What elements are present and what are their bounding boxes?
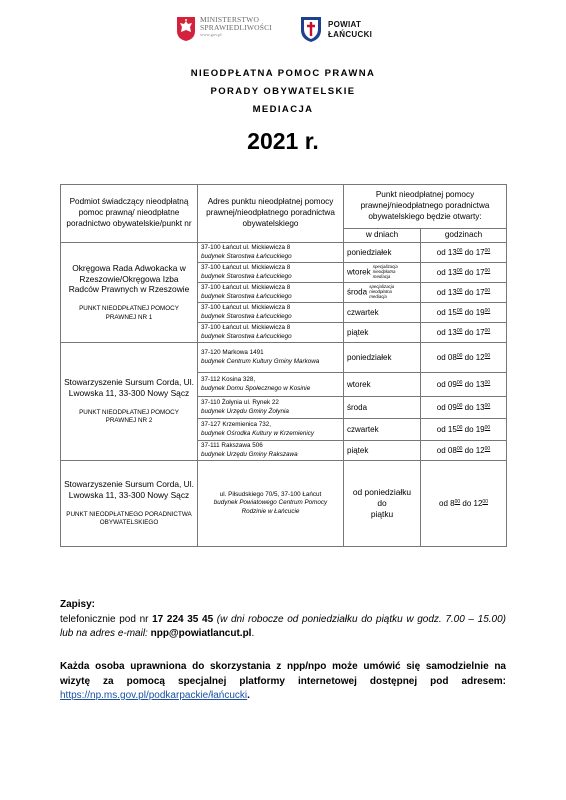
county-line2: ŁAŃCUCKI xyxy=(328,29,373,39)
address-building: budynek Domu Społecznego w Kosinie xyxy=(201,384,311,392)
hours-cell xyxy=(421,419,507,441)
registration-intro: telefonicznie pod nr xyxy=(60,613,153,625)
county-line1: POWIAT xyxy=(328,19,362,29)
address-cell xyxy=(198,461,344,547)
address-line: 37-100 Łańcut ul. Mickiewicza 8 xyxy=(201,304,291,312)
address-cell xyxy=(198,323,344,343)
day-range-sep: do xyxy=(377,498,387,509)
day-name: czwartek xyxy=(347,425,379,434)
provider-name: Stowarzyszenie Sursum Corda, Ul. Lwowska 11, 33-300 Nowy Sącz xyxy=(64,479,194,500)
registration-hours: (w dni robocze od poniedziałku do piątku w godz. 7.00 – 15.00) lub na adres e-mail: xyxy=(60,613,507,639)
hours-cell xyxy=(421,283,507,303)
hours-from-min: 00 xyxy=(456,248,463,254)
hours-to: do 19 xyxy=(462,425,485,434)
address-cell xyxy=(198,441,344,461)
hours-to-min: 00 xyxy=(484,446,491,452)
header-hours: godzinach xyxy=(421,229,507,243)
address-building: budynek Starostwa Łańcuckiego xyxy=(201,332,292,340)
ministry-text xyxy=(200,16,272,37)
day-cell xyxy=(344,323,421,343)
day-name: czwartek xyxy=(347,308,379,317)
hours-cell xyxy=(421,263,507,283)
day-range-to: piątku xyxy=(370,508,394,519)
day-range-from: od poniedziałku xyxy=(352,487,412,498)
registration-label: Zapisy: xyxy=(60,599,96,610)
hours-cell xyxy=(421,461,507,547)
table-row xyxy=(61,343,507,373)
hours-cell xyxy=(421,343,507,373)
address-building: budynek Centrum Kultury Gminy Markowa xyxy=(201,357,320,365)
year-title: 2021 r. xyxy=(247,128,319,154)
provider-name: Okręgowa Rada Adwokacka w Rzeszowie/Okręgowa Izba Radców Prawnych w Rzeszowie xyxy=(68,262,190,295)
registration-text xyxy=(60,613,506,642)
hours-cell xyxy=(421,373,507,397)
day-cell xyxy=(344,243,421,263)
day-cell xyxy=(344,343,421,373)
address-building: budynek Urzędu Gminy Rakszawa xyxy=(201,450,298,458)
hours-from-min: 00 xyxy=(456,353,463,359)
ministry-line1: MINISTERSTWO xyxy=(200,15,260,24)
hours-from-min: 00 xyxy=(456,446,463,452)
hours-from: od 13 xyxy=(436,248,457,257)
ministry-logo xyxy=(176,16,272,42)
provider-name: Stowarzyszenie Sursum Corda, Ul. Lwowska 11, 33-300 Nowy Sącz xyxy=(64,377,194,398)
address-cell xyxy=(198,373,344,397)
provider-cell xyxy=(61,461,198,547)
county-logo xyxy=(300,16,372,43)
hours-to: do 12 xyxy=(462,446,485,455)
day-cell xyxy=(344,283,421,303)
hours-from-min: 00 xyxy=(456,268,463,274)
specialization-note: specjalizacja nieodpłatna mediacja xyxy=(372,264,398,279)
address-line: 37-111 Rakszawa 506 xyxy=(201,442,263,450)
hours-to-min: 00 xyxy=(484,248,491,254)
hours-from: od 15 xyxy=(436,308,457,317)
day-cell xyxy=(344,263,421,283)
address-cell xyxy=(198,397,344,419)
address-line: 37-112 Kosina 328, xyxy=(201,376,256,384)
day-name: wtorek xyxy=(347,267,371,277)
hours-to-min: 00 xyxy=(482,499,488,505)
day-name: środa xyxy=(347,403,368,412)
hours-from-min: 00 xyxy=(456,288,463,294)
phone-number[interactable]: 17 224 35 45 xyxy=(152,613,214,625)
address-line: 37-100 Łańcut ul. Mickiewicza 8 xyxy=(201,324,291,332)
address-cell xyxy=(198,343,344,373)
hours-from-min: 00 xyxy=(456,380,463,386)
address-line: 37-100 Łańcut ul. Mickiewicza 8 xyxy=(201,264,291,272)
day-cell xyxy=(344,303,421,323)
hours-to-min: 00 xyxy=(484,380,491,386)
address-cell xyxy=(198,263,344,283)
hours-from-min: 00 xyxy=(456,328,463,334)
hours-cell xyxy=(421,441,507,461)
address-building: budynek Starostwa Łańcuckiego xyxy=(201,252,292,260)
hours-from: od 13 xyxy=(436,328,457,337)
hours-to-min: 00 xyxy=(484,353,491,359)
hours-from: od 09 xyxy=(436,403,457,412)
day-name: poniedziałek xyxy=(347,248,392,257)
address-line: 37-120 Markowa 1491 xyxy=(201,349,264,357)
hours-to-min: 00 xyxy=(484,288,491,294)
point-name: PUNKT NIEODPŁATNEJ POMOCY PRAWNEJ NR 2 xyxy=(79,408,179,425)
table-row xyxy=(61,243,507,263)
day-name: piątek xyxy=(347,446,369,455)
hours-to-min: 00 xyxy=(484,328,491,334)
heading-free-legal-aid: NIEODPŁATNA POMOC PRAWNA xyxy=(190,68,376,79)
hours-from: od 13 xyxy=(436,288,457,297)
address-cell xyxy=(198,419,344,441)
email-address[interactable]: npp@powiatlancut.pl xyxy=(150,628,252,639)
hours-from: od 08 xyxy=(436,353,457,362)
hours-to: do 13 xyxy=(462,380,485,389)
address-cell xyxy=(198,243,344,263)
table-row xyxy=(61,461,507,547)
specialization-note: specjalizacja nieodpłatna mediacja xyxy=(369,284,395,299)
heading-mediation: MEDIACJA xyxy=(252,104,314,115)
registration-end: . xyxy=(251,628,255,639)
day-name: piątek xyxy=(347,328,369,337)
header-opening: Punkt nieodpłatnej pomocy prawnej/nieodpłatnego poradnictwa obywatelskiego będzie otwarty: xyxy=(344,185,507,229)
hours-from: od 8 xyxy=(439,499,455,508)
provider-cell xyxy=(61,343,198,461)
point-name: PUNKT NIEODPŁATNEGO PORADNICTWA OBYWATELSKIEGO xyxy=(66,510,192,527)
hours-from-min: 00 xyxy=(456,425,463,431)
table-header-row xyxy=(61,185,507,229)
hours-cell xyxy=(421,303,507,323)
day-name: wtorek xyxy=(347,380,371,389)
address-line: 37-100 Łańcut ul. Mickiewicza 8 xyxy=(201,244,291,252)
hours-to-min: 00 xyxy=(484,308,491,314)
booking-platform-link[interactable]: https://np.ms.gov.pl/podkarpackie/łańcucki xyxy=(60,690,248,701)
day-cell xyxy=(344,461,421,547)
hours-to: do 19 xyxy=(462,308,485,317)
day-name: poniedziałek xyxy=(347,353,392,362)
hours-from-min: 00 xyxy=(456,308,463,314)
hours-to: do 12 xyxy=(460,499,483,508)
hours-to: do 17 xyxy=(462,268,485,277)
address-building: budynek Urzędu Gminy Żołynia xyxy=(201,407,289,415)
address-building: budynek Starostwa Łańcuckiego xyxy=(201,272,292,280)
polish-eagle-icon xyxy=(176,16,196,42)
header-address: Adres punktu nieodpłatnej pomocy prawnej/nieodpłatnego poradnictwa obywatelskiego xyxy=(198,185,344,243)
schedule-table xyxy=(60,184,507,547)
hours-to: do 17 xyxy=(462,328,485,337)
day-name: środa xyxy=(347,287,368,297)
hours-to: do 12 xyxy=(462,353,485,362)
day-cell xyxy=(344,441,421,461)
online-booking-text xyxy=(60,660,506,704)
hours-from: od 09 xyxy=(436,380,457,389)
county-crest-icon xyxy=(300,16,322,43)
hours-cell xyxy=(421,397,507,419)
hours-from: od 13 xyxy=(436,268,457,277)
address-cell xyxy=(198,283,344,303)
hours-from-min: 00 xyxy=(456,403,463,409)
address-building: budynek Powiatowego Centrum Pomocy Rodzinie w Łańcucie xyxy=(213,499,328,515)
address-line: 37-110 Żołynia ul. Rynek 22 xyxy=(201,399,279,407)
point-name: PUNKT NIEODPŁATNEJ POMOCY PRAWNEJ NR 1 xyxy=(79,305,179,321)
day-cell xyxy=(344,419,421,441)
address-line: 37-100 Łańcut ul. Mickiewicza 8 xyxy=(201,284,291,292)
day-cell xyxy=(344,373,421,397)
provider-cell xyxy=(61,243,198,343)
hours-to: do 17 xyxy=(462,248,485,257)
hours-to: do 13 xyxy=(462,403,485,412)
hours-to-min: 00 xyxy=(484,268,491,274)
hours-to-min: 00 xyxy=(484,403,491,409)
hours-to: do 17 xyxy=(462,288,485,297)
online-booking-intro: Każda osoba uprawniona do skorzystania z npp/npo może umówić się samodzielnie na wizytę za pomocą specjalnej platformy internetowej dostępnej pod adresem: xyxy=(60,661,506,687)
county-text xyxy=(328,20,372,40)
header-days: w dniach xyxy=(344,229,421,243)
hours-from: od 08 xyxy=(436,446,457,455)
address-cell xyxy=(198,303,344,323)
ministry-line3: www.gov.pl xyxy=(200,31,222,37)
address-building: budynek Ośrodka Kultury w Krzemienicy xyxy=(201,429,315,437)
hours-from: od 15 xyxy=(436,425,457,434)
header-provider: Podmiot świadczący nieodpłatną pomoc prawną/ nieodpłatne poradnictwo obywatelskie/punkt nr xyxy=(61,185,198,243)
hours-cell xyxy=(421,323,507,343)
address-building: budynek Starostwa Łańcuckiego xyxy=(201,312,292,320)
hours-cell xyxy=(421,243,507,263)
address-line: 37-127 Krzemienica 732, xyxy=(201,421,272,429)
address-line: ul. Piłsudskiego 70/5, 37-100 Łańcut xyxy=(219,491,322,499)
address-building: budynek Starostwa Łańcuckiego xyxy=(201,292,292,300)
ministry-line2: SPRAWIEDLIWOŚCI xyxy=(200,22,272,32)
heading-civic-advice: PORADY OBYWATELSKIE xyxy=(210,86,356,97)
online-booking-end: . xyxy=(247,690,250,701)
hours-to-min: 00 xyxy=(484,425,491,431)
day-cell xyxy=(344,397,421,419)
hours-from-min: 00 xyxy=(454,499,461,505)
registration-section xyxy=(60,598,506,642)
